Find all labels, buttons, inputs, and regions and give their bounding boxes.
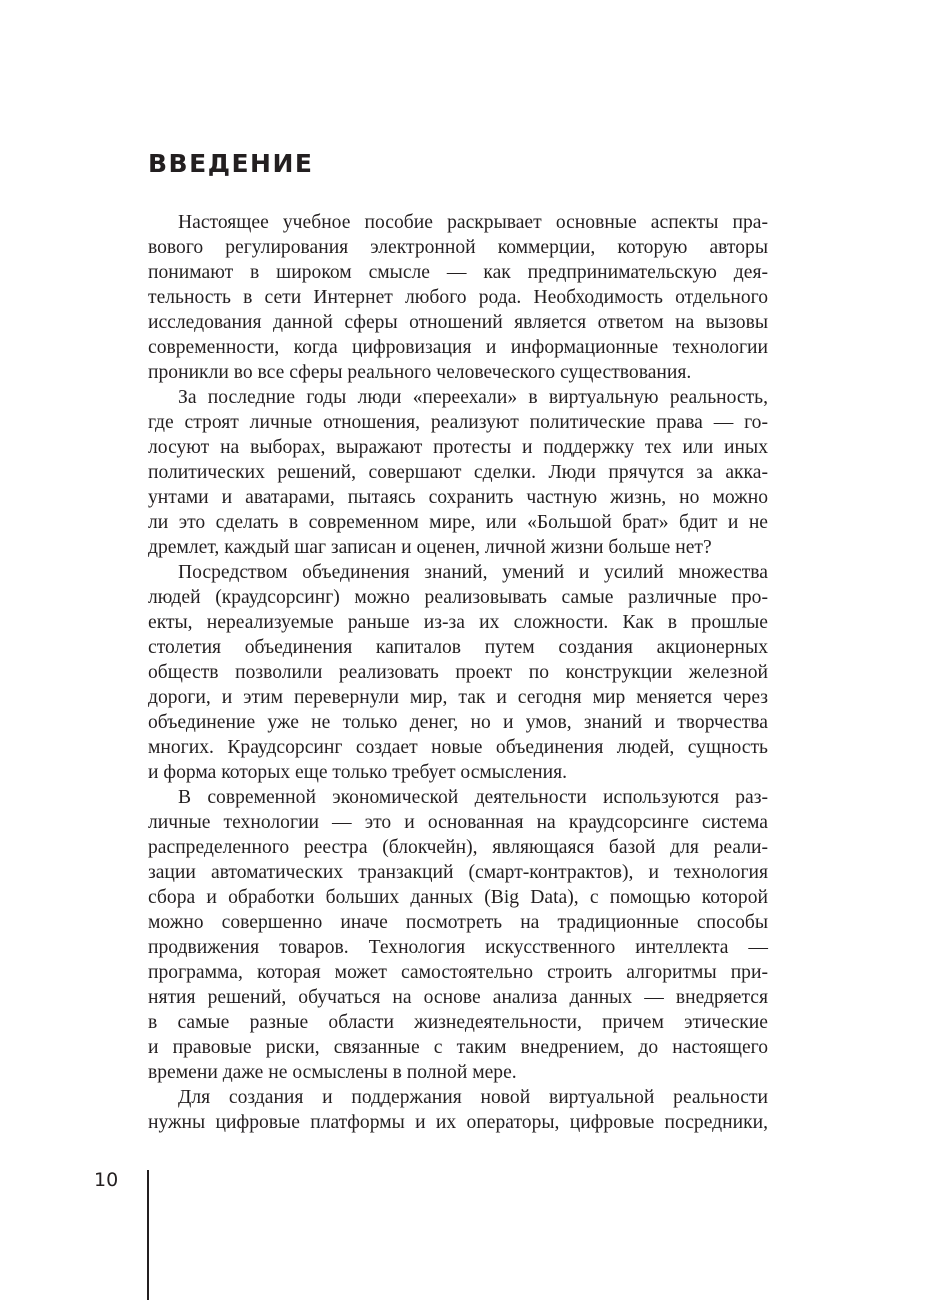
paragraph (148, 385, 768, 560)
text-line: Посредством объединения знаний, умений и усилий множества (178, 562, 768, 583)
text-line: и форма которых еще только требует осмысления. (148, 762, 568, 783)
text-line: сбора и обработки больших данных (Big Data), с помощью которой (148, 887, 768, 908)
paragraph (148, 210, 768, 385)
text-line: понимают в широком смысле — как предпринимательскую дея- (148, 262, 768, 283)
section-heading: ВВЕДЕНИЕ (148, 149, 314, 178)
page-number: 10 (94, 1169, 119, 1191)
text-line: екты, нереализуемые раньше из-за их сложности. Как в прошлые (148, 612, 768, 633)
text-line: В современной экономической деятельности используются раз- (178, 787, 768, 808)
text-line: лосуют на выборах, выражают протесты и поддержку тех или иных (148, 437, 768, 458)
text-line: обществ позволили реализовать проект по конструкции железной (148, 662, 768, 683)
text-line: программа, которая может самостоятельно строить алгоритмы при- (148, 962, 768, 983)
text-line: нужны цифровые платформы и их операторы, цифровые посредники, (148, 1112, 768, 1133)
text-line: нятия решений, обучаться на основе анализа данных — внедряется (148, 987, 768, 1008)
text-line: многих. Краудсорсинг создает новые объединения людей, сущность (148, 737, 768, 758)
text-line: дороги, и этим перевернули мир, так и сегодня мир меняется через (148, 687, 768, 708)
text-line: вового регулирования электронной коммерции, которую авторы (148, 237, 768, 258)
text-line: продвижения товаров. Технология искусственного интеллекта — (148, 937, 768, 958)
text-line: исследования данной сферы отношений является ответом на вызовы (148, 312, 768, 333)
page-divider-rule (147, 1170, 149, 1300)
text-line: и правовые риски, связанные с таким внедрением, до настоящего (148, 1037, 768, 1058)
text-line: тельность в сети Интернет любого рода. Необходимость отдельного (148, 287, 768, 308)
text-line: объединение уже не только денег, но и умов, знаний и творчества (148, 712, 768, 733)
text-line: можно совершенно иначе посмотреть на традиционные способы (148, 912, 768, 933)
text-line: зации автоматических транзакций (смарт-контрактов), и технология (148, 862, 768, 883)
text-line: Настоящее учебное пособие раскрывает основные аспекты пра- (178, 212, 768, 233)
text-line: современности, когда цифровизация и информационные технологии (148, 337, 768, 358)
text-line: личные технологии — это и основанная на краудсорсинге система (148, 812, 768, 833)
text-line: унтами и аватарами, пытаясь сохранить частную жизнь, но можно (148, 487, 768, 508)
paragraph (148, 1085, 768, 1135)
text-line: людей (краудсорсинг) можно реализовывать самые различные про- (148, 587, 768, 608)
text-line: За последние годы люди «переехали» в виртуальную реальность, (178, 387, 768, 408)
text-line: ли это сделать в современном мире, или «Большой брат» бдит и не (148, 512, 768, 533)
body-text (148, 210, 768, 1135)
text-line: времени даже не осмыслены в полной мере. (148, 1062, 517, 1083)
text-line: столетия объединения капиталов путем создания акционерных (148, 637, 768, 658)
text-line: Для создания и поддержания новой виртуальной реальности (178, 1087, 768, 1108)
paragraph (148, 560, 768, 785)
text-line: дремлет, каждый шаг записан и оценен, личной жизни больше нет? (148, 537, 712, 558)
text-line: распределенного реестра (блокчейн), являющаяся базой для реали- (148, 837, 768, 858)
text-line: где строят личные отношения, реализуют политические права — го- (148, 412, 768, 433)
text-line: проникли во все сферы реального человеческого существования. (148, 362, 692, 383)
text-line: в самые разные области жизнедеятельности, причем этические (148, 1012, 768, 1033)
paragraph (148, 785, 768, 1085)
text-line: политических решений, совершают сделки. Люди прячутся за акка- (148, 462, 768, 483)
